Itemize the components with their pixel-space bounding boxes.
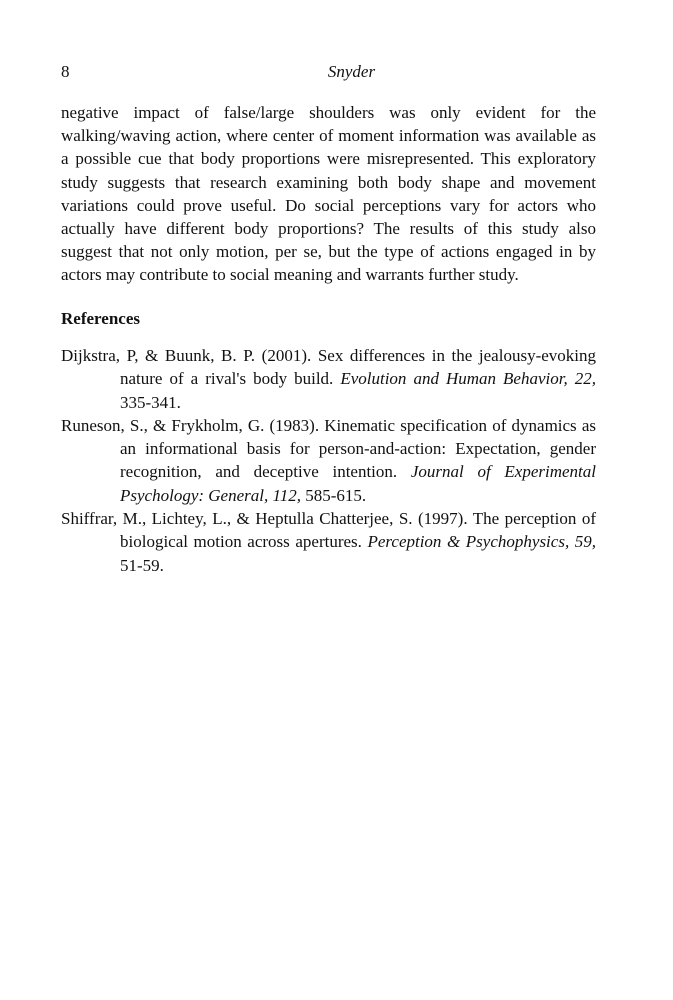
reference-pages: 335-341. — [120, 392, 181, 412]
reference-pages: 585-615. — [300, 485, 367, 505]
page-number: 8 — [61, 62, 70, 81]
running-head: Snyder — [327, 62, 376, 81]
reference-pages: 51-59. — [120, 555, 164, 575]
reference-source: Evolution and Human Behavior, 22, — [340, 369, 596, 389]
reference-item — [61, 344, 596, 414]
reference-authors-title: Runeson, S., & Frykholm, G. (1983). Kinematic specification of dynamics as an informational basis for person-and-action: Expectation, gender recognition, and deceptive intention. — [61, 415, 596, 482]
reference-item — [61, 414, 596, 507]
body-paragraph: negative impact of false/large shoulders was only evident for the walking/waving action, where center of moment information was available as a possible cue that body proportions were misrepresented. This exploratory study suggests that research examining both body shape and movement variations could prove useful. Do social perceptions vary for actors who actually have different body proportions? The results of this study also suggest that not only motion, per se, but the type of actions engaged in by actors may contribute to social meaning and warrants further study. — [61, 103, 596, 285]
reference-authors-title: Shiffrar, M., Lichtey, L., & Heptulla Chatterjee, S. (1997). The perception of biological motion across apertures. — [61, 509, 596, 552]
references-heading: References — [61, 309, 140, 328]
reference-list — [61, 344, 596, 577]
reference-item — [61, 507, 596, 577]
reference-source: Journal of Experimental Psychology: General, 112, — [120, 462, 596, 505]
reference-source: Perception & Psychophysics, 59, — [367, 532, 597, 552]
reference-authors-title: Dijkstra, P, & Buunk, B. P. (2001). Sex differences in the jealousy-evoking nature of a rival's body build. — [61, 346, 596, 389]
